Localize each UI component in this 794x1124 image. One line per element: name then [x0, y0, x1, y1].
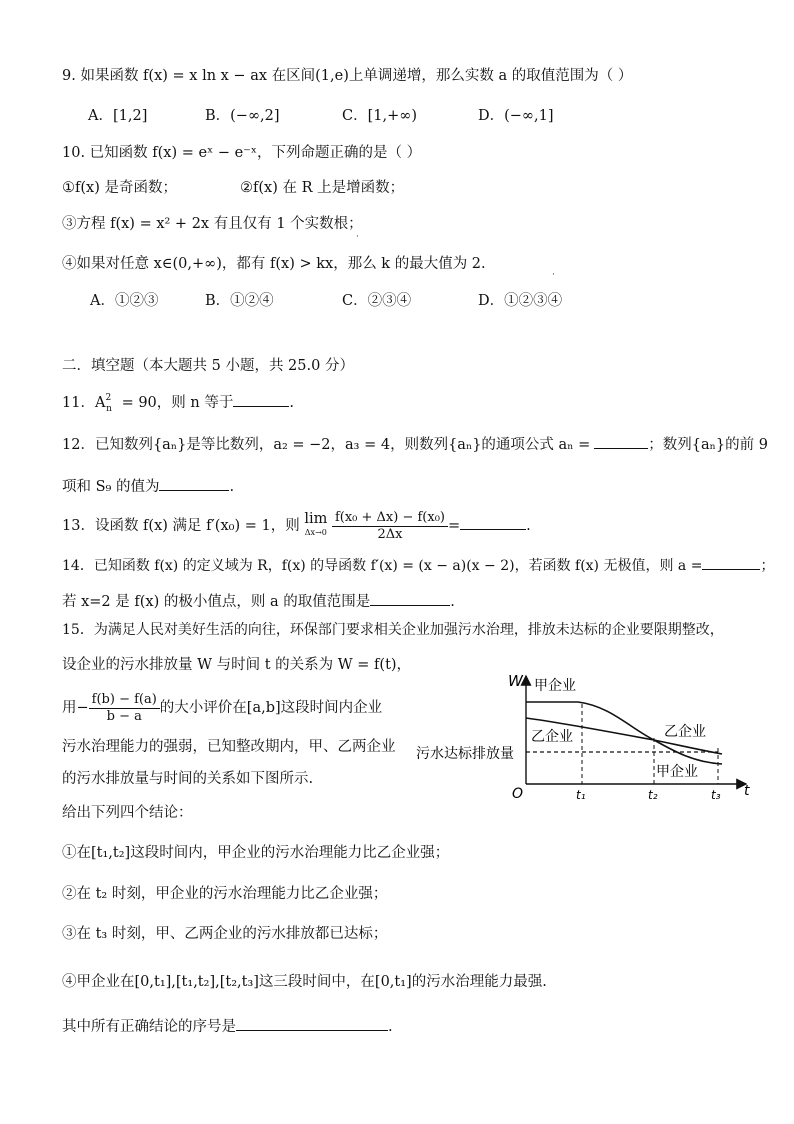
q15-line-3-b: 的大小评价在[a,b]这段时间内企业 [159, 700, 383, 716]
q12-end: . [229, 479, 235, 495]
q13-equals: = [447, 518, 461, 534]
q10-stem: 10. 已知函数 f(x) = eˣ − e⁻ˣ，下列命题正确的是（ ） [62, 145, 422, 161]
q12-answer-blank-1[interactable] [594, 434, 648, 449]
q15-conclusion-1: ①在[t₁,t₂]这段时间内，甲企业的污水治理能力比乙企业强； [62, 845, 450, 861]
stray-mark: · [552, 270, 555, 280]
q9-option-b: B．(−∞,2] [205, 108, 280, 124]
q11-end: . [289, 395, 294, 411]
q13-numerator: f(x₀ + Δx) − f(x₀) [332, 510, 448, 527]
q15-line-3-a: 用 [62, 700, 77, 716]
q15-line-5: 的污水排放量与时间的关系如下图所示. [62, 771, 314, 787]
q14-text-c: 若 x=2 是 f(x) 的极小值点，则 a 的取值范围是 [62, 594, 371, 610]
q13-answer-blank[interactable] [460, 515, 526, 530]
q15-denominator: b − a [106, 708, 142, 724]
q12-text-c: 项和 S₉ 的值为 [62, 479, 160, 495]
q13-denominator: 2Δx [377, 526, 403, 542]
q10-statement-4: ④如果对任意 x∈(0,+∞)，都有 f(x) > kx，那么 k 的最大值为 2. [62, 256, 486, 272]
q12-answer-blank-2[interactable] [159, 476, 229, 491]
standard-label: 污水达标排放量 [416, 746, 514, 762]
q15-answer-blank[interactable] [236, 1016, 388, 1031]
q15-conclusion-2: ②在 t₂ 时刻，甲企业的污水治理能力比乙企业强； [62, 886, 388, 902]
q13-limit-word: lim [304, 511, 328, 527]
q15-answer-text: 其中所有正确结论的序号是 [62, 1019, 236, 1035]
q11-symbol-sup: 2 [105, 393, 112, 403]
q15-line-1: 15．为满足人民对美好生活的向往，环保部门要求相关企业加强污水治理，排放未达标的企业要限期整改， [62, 622, 724, 638]
q14-line-2 [62, 591, 455, 612]
q15-conclusion-4: ④甲企业在[0,t₁],[t₁,t₂],[t₂,t₃]这三段时间中，在[0,t₁]的污水治理能力最强. [62, 974, 547, 990]
origin-label: O [512, 786, 524, 802]
q15-answer-end: . [388, 1019, 393, 1035]
q10-option-b: B．①②④ [205, 293, 274, 309]
q10-statement-1: ①f(x) 是奇函数； [62, 180, 177, 196]
q15-line-3-neg: − [76, 700, 89, 716]
q11 [62, 392, 294, 415]
q14-line-1 [62, 555, 774, 576]
q12-line-1 [62, 434, 768, 455]
q11-text: = 90，则 n 等于 [116, 395, 234, 411]
q9-option-a: A．[1,2] [88, 108, 148, 124]
yi-label-right: 乙企业 [664, 724, 706, 740]
q13 [62, 508, 531, 544]
q15-line-2: 设企业的污水排放量 W 与时间 t 的关系为 W = f(t)， [62, 657, 412, 673]
jia-label: 甲企业 [534, 678, 576, 694]
q9-option-d: D．(−∞,1] [478, 108, 554, 124]
w-axis-label: W [508, 672, 523, 690]
stray-mark: · [356, 232, 359, 242]
q15-conclusion-3: ③在 t₃ 时刻，甲、乙两企业的污水排放都已达标； [62, 926, 388, 942]
q13-fraction [332, 510, 448, 543]
q9-stem: 9. 如果函数 f(x) = x ln x − ax 在区间(1,e)上单调递增，那么实数 a 的取值范围为（ ） [62, 68, 633, 84]
q10-option-c: C．②③④ [342, 293, 412, 309]
q13-limit-sub: Δx→0 [304, 528, 327, 537]
t3-label: t₃ [711, 788, 721, 802]
q12-text-b: ；数列{aₙ}的前 9 [648, 437, 768, 453]
t1-label: t₁ [576, 788, 586, 802]
q11-symbol-sub: n [106, 404, 112, 414]
q14-end: . [450, 594, 455, 610]
q14-answer-blank-2[interactable] [370, 591, 450, 606]
q11-number: 11． [62, 395, 95, 411]
q15-line-4: 污水治理能力的强弱，已知整改期内，甲、乙两企业 [62, 739, 396, 755]
q11-symbol [94, 393, 117, 414]
q12-line-2 [62, 476, 234, 497]
q11-symbol-letter: A [94, 395, 106, 411]
q14-text-b: ； [760, 558, 775, 574]
q10-option-a: A．①②③ [90, 293, 159, 309]
t-axis-label: t [744, 783, 750, 799]
q13-limit [304, 513, 327, 539]
q14-answer-blank-1[interactable] [702, 555, 760, 570]
q10-statement-2: ②f(x) 在 R 上是增函数； [240, 180, 405, 196]
pollution-graph [410, 668, 760, 803]
q13-end: . [526, 518, 531, 534]
q15-fraction [89, 692, 160, 725]
section-heading: 二．填空题（本大题共 5 小题，共 25.0 分） [62, 358, 354, 374]
q15-line-3 [62, 690, 382, 726]
q9-option-c: C．[1,+∞) [342, 108, 417, 124]
q10-option-d: D．①②③④ [478, 293, 563, 309]
t2-label: t₂ [648, 788, 658, 802]
q11-answer-blank[interactable] [233, 392, 289, 407]
q14-text-a: 14．已知函数 f(x) 的定义域为 R，f(x) 的导函数 f′(x) = (x − a)(x − 2)，若函数 f(x) 无极值，则 a = [62, 558, 703, 574]
q12-text-a: 12．已知数列{aₙ}是等比数列，a₂ = −2，a₃ = 4，则数列{aₙ}的通项公式 aₙ = [62, 437, 591, 453]
yi-label: 乙企业 [531, 729, 573, 745]
jia-label-right: 甲企业 [656, 764, 698, 780]
q10-statement-3: ③方程 f(x) = x² + 2x 有且仅有 1 个实数根； [62, 216, 363, 232]
q13-text-a: 13．设函数 f(x) 满足 f′(x₀) = 1，则 [62, 518, 300, 534]
q15-answer-line [62, 1016, 393, 1037]
q15-line-6: 给出下列四个结论： [62, 805, 193, 821]
q15-numerator: f(b) − f(a) [89, 692, 160, 709]
